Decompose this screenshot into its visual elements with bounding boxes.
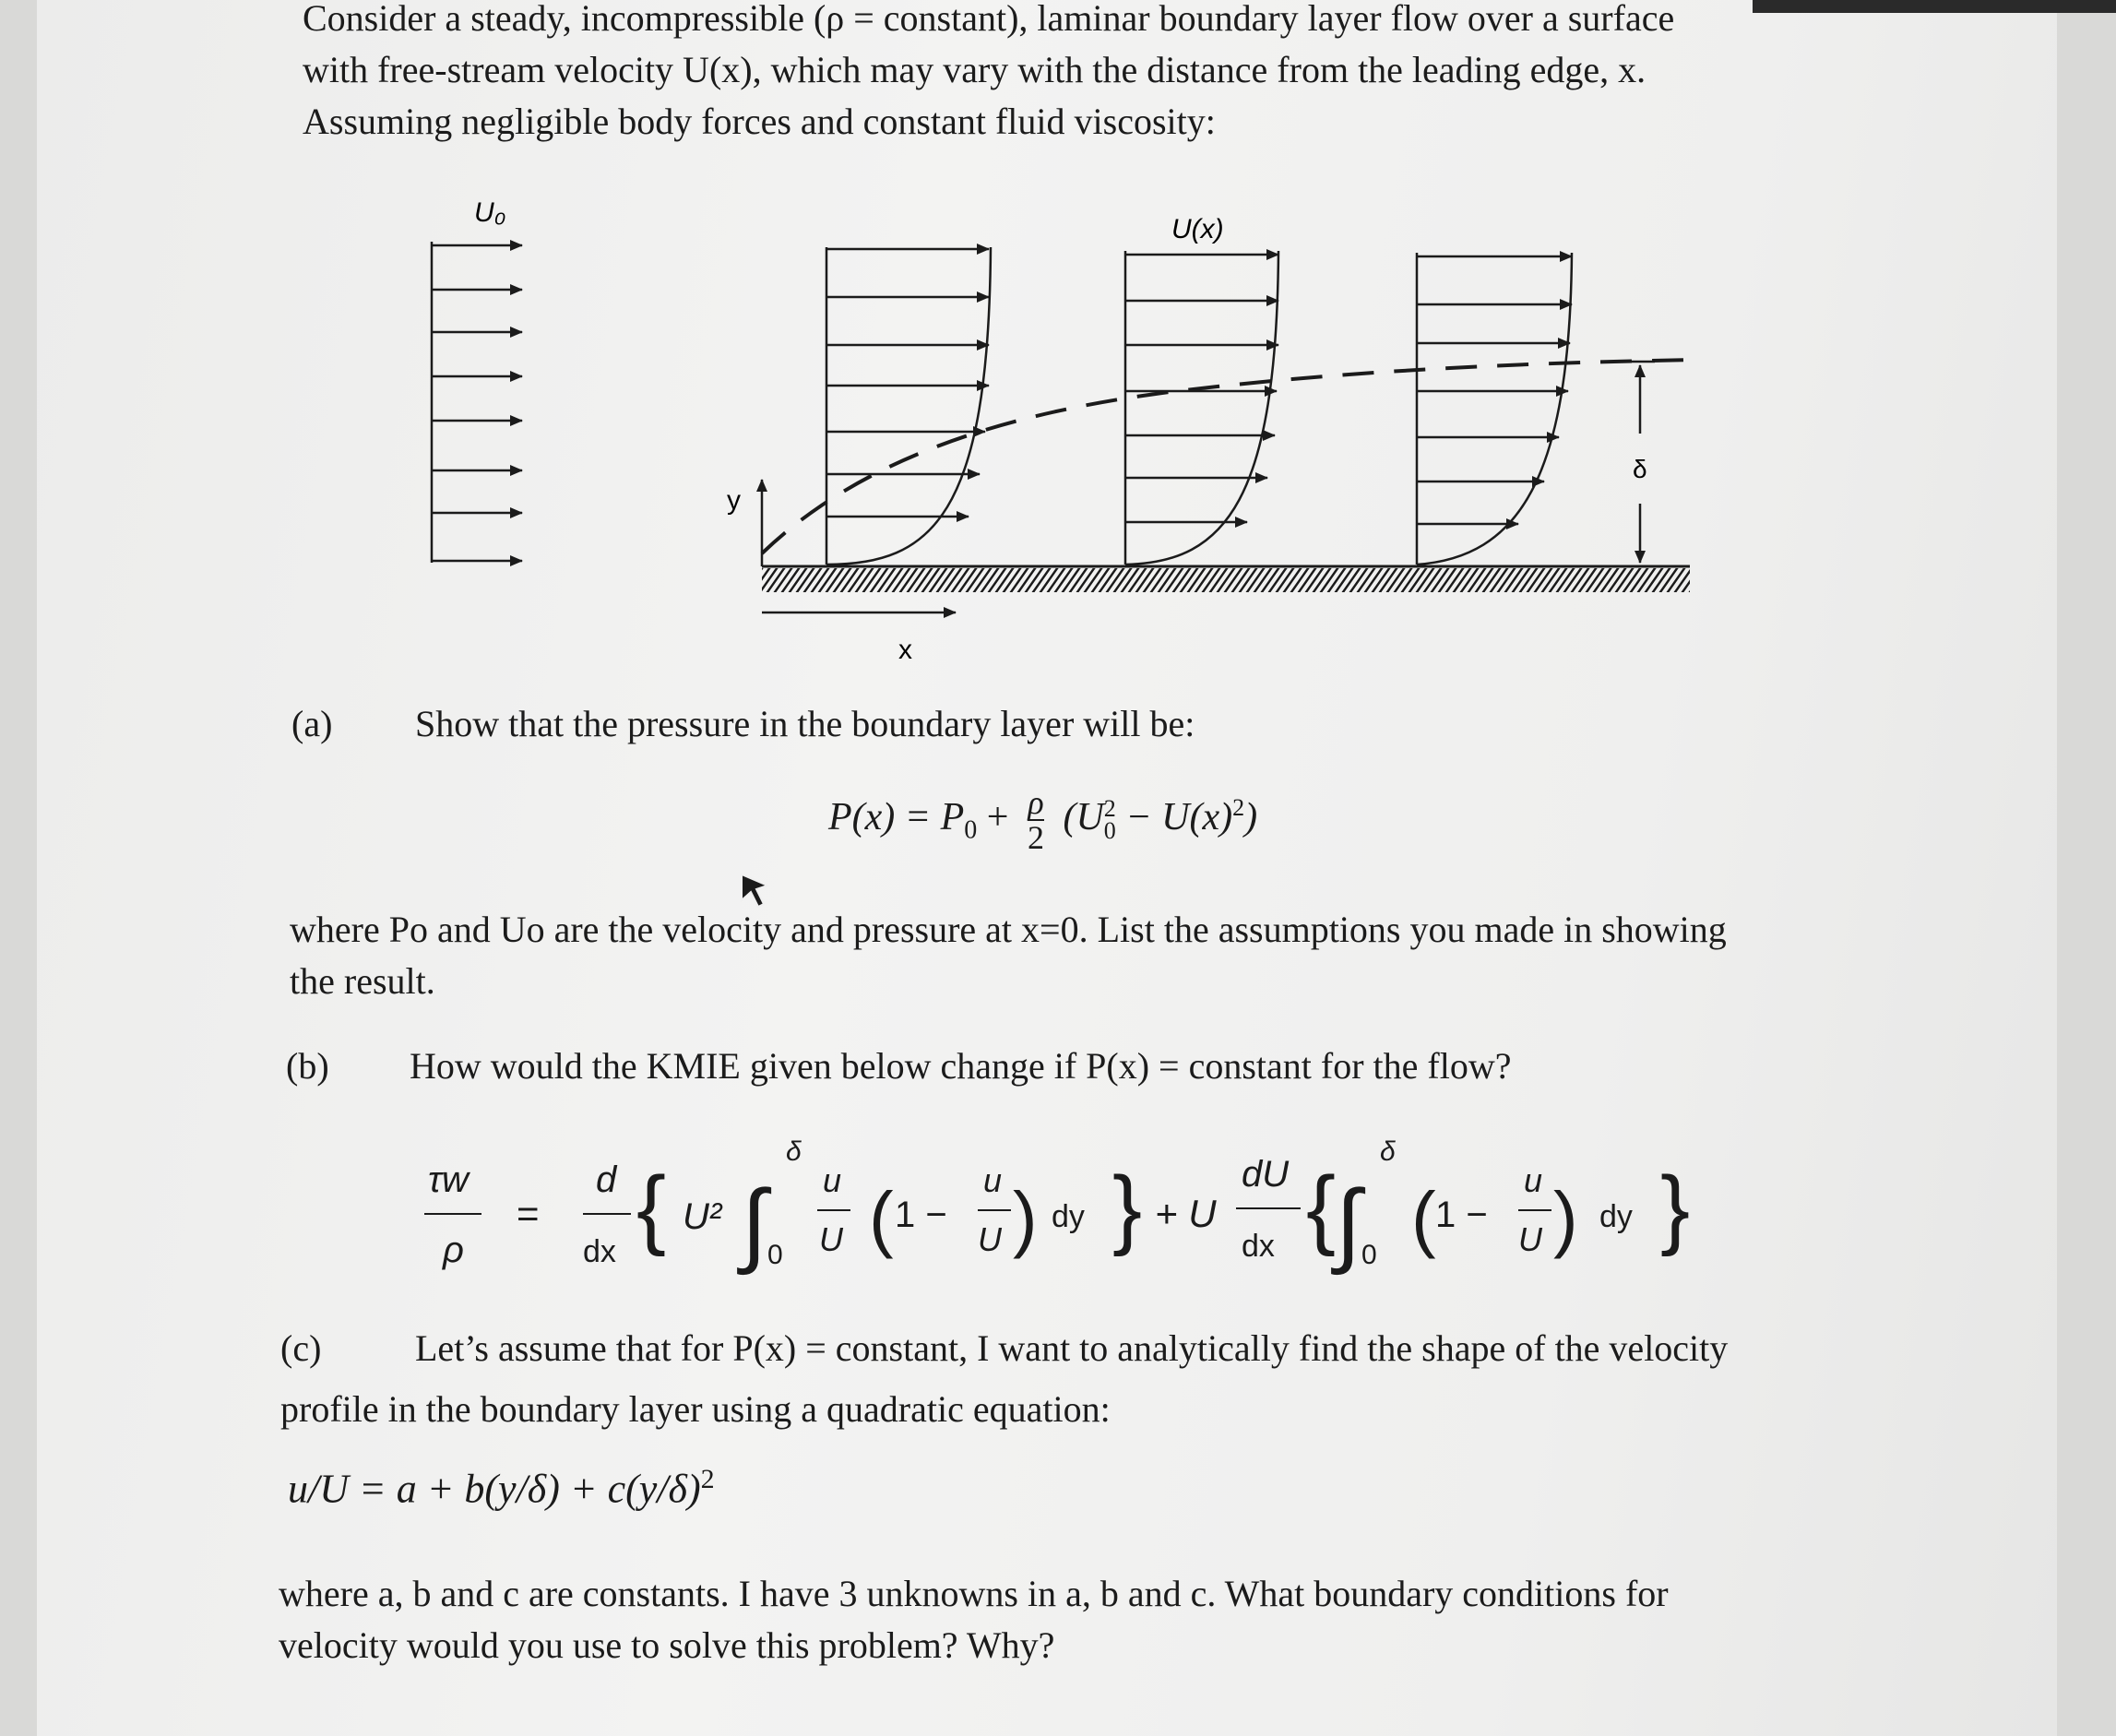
svg-text:{: { bbox=[1306, 1159, 1337, 1257]
kmie-dx: dx bbox=[583, 1234, 616, 1269]
svg-text:u: u bbox=[1524, 1161, 1543, 1199]
wall-hatching bbox=[762, 568, 1690, 592]
part-c-question: Let’s assume that for P(x) = constant, I want to analytically find the shape of the velocity bbox=[415, 1327, 1729, 1369]
quadratic-equation bbox=[288, 1452, 715, 1517]
label-x: x bbox=[898, 635, 912, 665]
svg-text:}: } bbox=[1660, 1159, 1691, 1257]
part-c-followup-2: velocity would you use to solve this problem? Why? bbox=[279, 1624, 1055, 1666]
intro-line-2: with free-stream velocity U(x), which may vary with the distance from the leading edge, x. bbox=[303, 49, 1646, 90]
kmie-rho: ρ bbox=[443, 1230, 464, 1270]
part-b-question: How would the KMIE given below change if P(x) = constant for the flow? bbox=[410, 1045, 1512, 1087]
label-y: y bbox=[727, 485, 741, 516]
svg-text:∫: ∫ bbox=[742, 1171, 767, 1275]
quadratic-equation-text: u/U = a + b(y/δ) + c(y/δ) bbox=[288, 1466, 701, 1512]
eq-sub0: 0 bbox=[964, 815, 978, 845]
axes bbox=[762, 480, 956, 612]
eq-two: 2 bbox=[1027, 819, 1044, 857]
kmie-u2: U² bbox=[683, 1196, 722, 1237]
kmie-equals: = bbox=[517, 1192, 540, 1235]
part-c-question-2: profile in the boundary layer using a quadratic equation: bbox=[280, 1388, 1111, 1430]
part-b-letter: (b) bbox=[286, 1045, 329, 1087]
inlet-uniform-profile bbox=[432, 242, 522, 563]
part-a-followup-2: the result. bbox=[290, 960, 435, 1002]
svg-text:(: ( bbox=[1411, 1177, 1436, 1259]
svg-text:∫: ∫ bbox=[1336, 1171, 1361, 1275]
label-u0: U₀ bbox=[474, 197, 506, 228]
kmie-u: u bbox=[823, 1161, 842, 1199]
eq-rest: − U(x) bbox=[1115, 796, 1233, 838]
part-c-letter: (c) bbox=[280, 1327, 322, 1369]
velocity-profile-1 bbox=[826, 247, 991, 565]
svg-text:}: } bbox=[1112, 1159, 1143, 1257]
kmie-dy: dy bbox=[1052, 1199, 1085, 1234]
svg-text:1 −: 1 − bbox=[1435, 1195, 1488, 1235]
quadratic-exponent: 2 bbox=[700, 1464, 715, 1494]
kmie-limit-bot: 0 bbox=[767, 1240, 783, 1270]
svg-text:(: ( bbox=[869, 1177, 894, 1259]
boundary-layer-figure bbox=[0, 0, 2116, 701]
kmie-tau: τw bbox=[428, 1159, 469, 1200]
kmie-limit-bot-2: 0 bbox=[1361, 1240, 1377, 1270]
kmie-plus-u: + U bbox=[1155, 1192, 1217, 1235]
kmie-one-minus: 1 − bbox=[895, 1195, 947, 1235]
part-c-followup-1: where a, b and c are constants. I have 3 unknowns in a, b and c. What boundary conditions for bbox=[279, 1573, 1669, 1614]
eq-close: ) bbox=[1244, 796, 1258, 838]
part-a-followup-1: where Po and Uo are the velocity and pressure at x=0. List the assumptions you made in showing bbox=[290, 909, 1727, 950]
kmie-dx2: dx bbox=[1242, 1229, 1275, 1264]
eq-plus: + bbox=[986, 796, 1009, 838]
eq-sub0b: 0 bbox=[1103, 817, 1116, 845]
kmie-limit-top-2: δ bbox=[1380, 1136, 1396, 1167]
intro-line-3: Assuming negligible body forces and constant fluid viscosity: bbox=[303, 101, 1216, 142]
svg-text:U: U bbox=[1518, 1220, 1542, 1258]
svg-text:): ) bbox=[1553, 1177, 1578, 1259]
eq-lhs: P(x) = P bbox=[828, 796, 965, 838]
eq-sup2: 2 bbox=[1103, 795, 1116, 823]
kmie-U: U bbox=[819, 1220, 843, 1258]
part-a-question: Show that the pressure in the boundary layer will be: bbox=[415, 703, 1195, 744]
eq-sup2b: 2 bbox=[1232, 794, 1245, 821]
pressure-equation bbox=[828, 784, 1258, 857]
eq-rho: ρ bbox=[1028, 784, 1044, 822]
part-a-letter: (a) bbox=[291, 703, 333, 744]
kmie-dy2: dy bbox=[1599, 1199, 1633, 1234]
kmie-d: d bbox=[596, 1159, 617, 1200]
velocity-profile-2 bbox=[1125, 251, 1278, 565]
svg-text:): ) bbox=[1013, 1177, 1038, 1259]
label-ux: U(x) bbox=[1171, 214, 1224, 244]
boundary-layer-edge bbox=[762, 360, 1697, 553]
svg-text:u: u bbox=[983, 1161, 1003, 1199]
eq-paren: (U bbox=[1063, 796, 1104, 838]
velocity-profile-3 bbox=[1417, 253, 1572, 565]
kmie-du: dU bbox=[1242, 1154, 1290, 1195]
label-delta: δ bbox=[1633, 455, 1647, 483]
kmie-equation bbox=[0, 1125, 2116, 1291]
intro-line-1: Consider a steady, incompressible (ρ = constant), laminar boundary layer flow over a surface bbox=[303, 0, 1675, 39]
svg-text:{: { bbox=[636, 1159, 667, 1257]
kmie-limit-top: δ bbox=[786, 1136, 802, 1167]
svg-text:U: U bbox=[978, 1220, 1002, 1258]
